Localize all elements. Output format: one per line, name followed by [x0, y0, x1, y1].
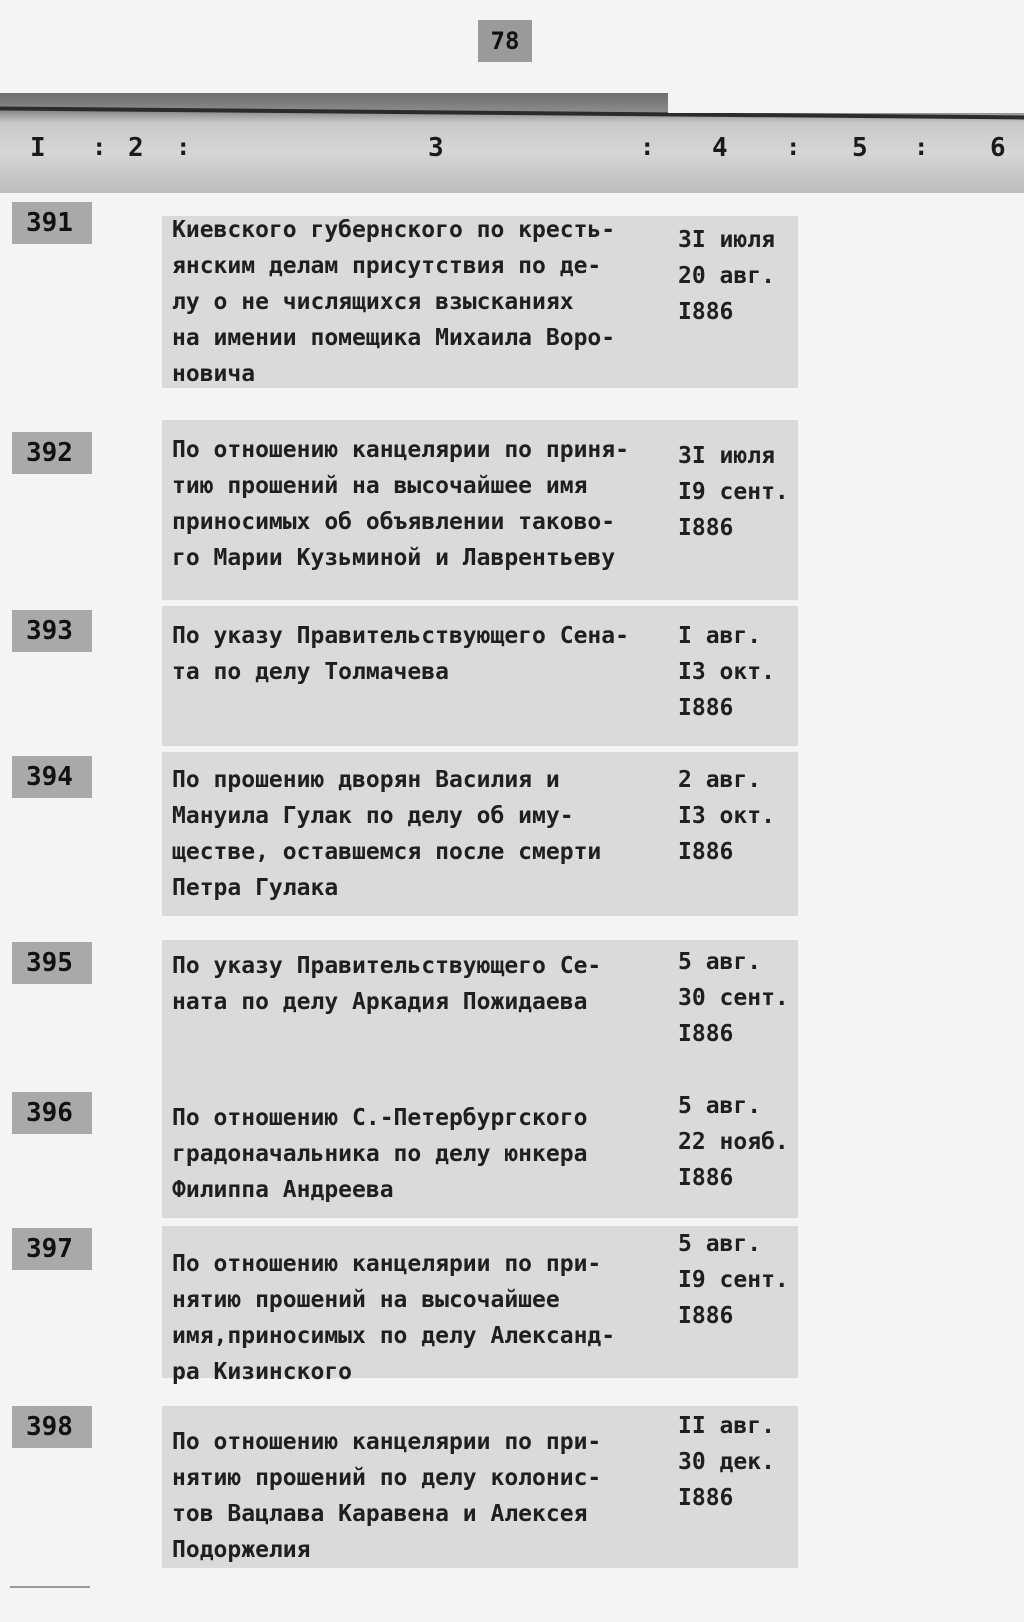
start-date: 5 авг. — [678, 1093, 762, 1119]
entry-number: 393 — [12, 610, 92, 652]
column-label-4: 4 — [712, 133, 728, 163]
bottom-rule — [10, 1586, 90, 1588]
column-label-6: 6 — [990, 133, 1006, 163]
column-separator: : — [92, 133, 107, 161]
entry-dates — [678, 222, 798, 330]
entry-dates — [678, 1226, 798, 1334]
entry-number: 396 — [12, 1092, 92, 1134]
end-date: 20 авг. — [678, 263, 775, 289]
entry-dates — [678, 762, 798, 870]
end-date: 30 дек. — [678, 1449, 775, 1475]
entry-dates — [678, 944, 798, 1052]
start-date: II авг. — [678, 1413, 775, 1439]
entry-dates — [678, 1088, 798, 1196]
end-date: I3 окт. — [678, 803, 775, 829]
year: I886 — [678, 1165, 734, 1191]
column-label-1: I — [30, 133, 46, 163]
column-label-2: 2 — [128, 133, 144, 163]
end-date: I9 сент. — [678, 479, 789, 505]
entry-number: 395 — [12, 942, 92, 984]
year: I886 — [678, 1485, 734, 1511]
entry-description: По отношению канцелярии по при- нятию прошений на высочайшее имя,приносимых по делу Александ- ра Кизинского — [172, 1251, 616, 1385]
year: I886 — [678, 1021, 734, 1047]
start-date: 3I июля — [678, 227, 775, 253]
entry-dates — [678, 618, 798, 726]
entry-description: По прошению дворян Василия и Мануила Гулак по делу об иму- ществе, оставшемся после смерти Петра Гулака — [172, 767, 602, 901]
start-date: 3I июля — [678, 443, 775, 469]
entry-description: По отношению канцелярии по при- нятию прошений по делу колонис- тов Вацлава Каравена и Алексея Подоржелия — [172, 1429, 602, 1563]
year: I886 — [678, 695, 734, 721]
page-number: 78 — [478, 20, 532, 62]
table-header — [0, 93, 1024, 193]
year: I886 — [678, 299, 734, 325]
entry-number: 398 — [12, 1406, 92, 1448]
column-separator: : — [914, 133, 929, 161]
entry-number: 394 — [12, 756, 92, 798]
entry-description: По отношению канцелярии по приня- тию прошений на высочайшее имя приносимых об объявлении таково- го Марии Кузьминой и Лаврентьеву — [172, 437, 629, 571]
entry-dates — [678, 1408, 798, 1516]
entry-number: 392 — [12, 432, 92, 474]
start-date: I авг. — [678, 623, 762, 649]
column-separator: : — [640, 133, 655, 161]
column-separator: : — [786, 133, 801, 161]
entry-description: Киевского губернского по кресть- янским делам присутствия по де- лу о не числящихся взысканиях на имении помещика Михаила Воро- новича — [172, 217, 616, 387]
column-label-3: 3 — [428, 133, 444, 163]
entry-dates — [678, 438, 798, 546]
start-date: 5 авг. — [678, 1231, 762, 1257]
year: I886 — [678, 515, 734, 541]
end-date: I3 окт. — [678, 659, 775, 685]
year: I886 — [678, 1303, 734, 1329]
header-gap — [668, 93, 1024, 113]
start-date: 5 авг. — [678, 949, 762, 975]
year: I886 — [678, 839, 734, 865]
entry-number: 397 — [12, 1228, 92, 1270]
column-separator: : — [176, 133, 191, 161]
column-label-5: 5 — [852, 133, 868, 163]
end-date: 22 нояб. — [678, 1129, 789, 1155]
end-date: I9 сент. — [678, 1267, 789, 1293]
entry-description: По указу Правительствующего Сена- та по делу Толмачева — [172, 623, 629, 685]
entry-description: По указу Правительствующего Се- ната по делу Аркадия Пожидаева — [172, 953, 602, 1015]
end-date: 30 сент. — [678, 985, 789, 1011]
entry-number: 391 — [12, 202, 92, 244]
entry-description: По отношению С.-Петербургского градоначальника по делу юнкера Филиппа Андреева — [172, 1105, 588, 1203]
start-date: 2 авг. — [678, 767, 762, 793]
